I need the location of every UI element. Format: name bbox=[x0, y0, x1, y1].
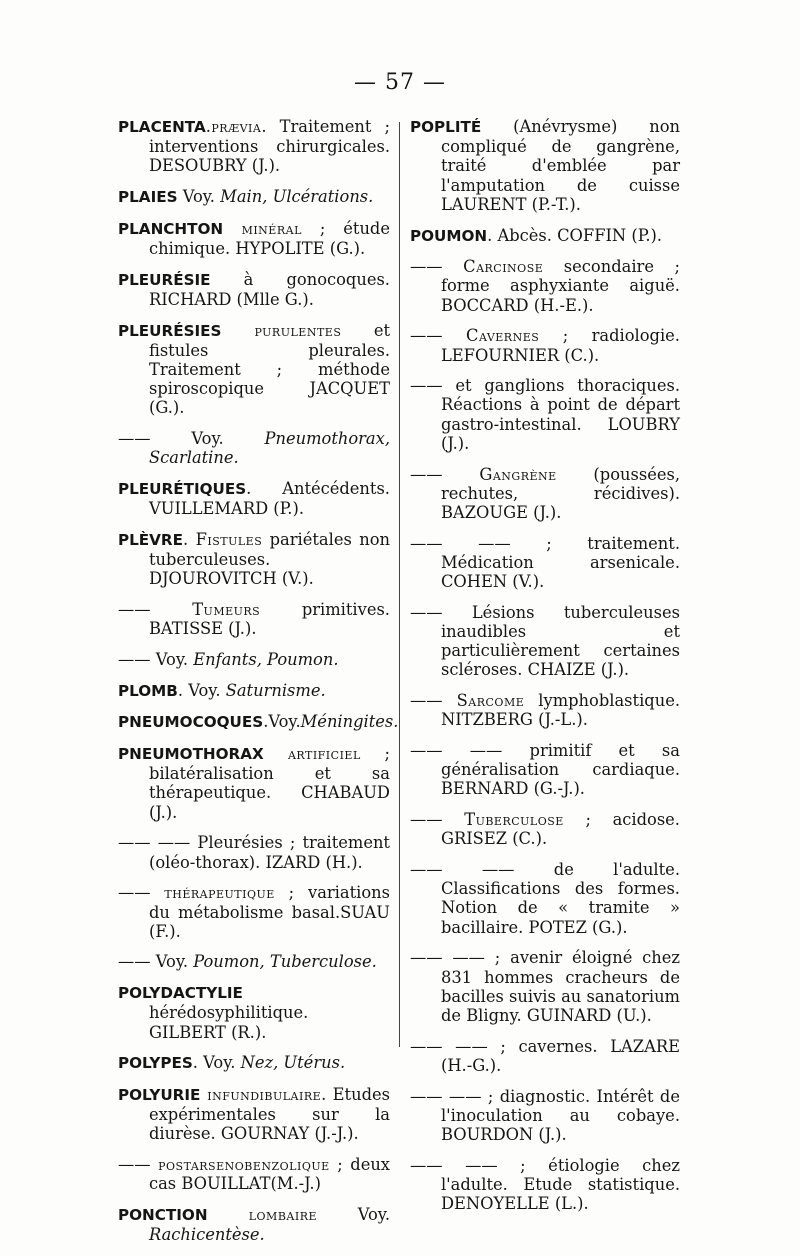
entry-headword: POPLITÉ bbox=[410, 118, 482, 136]
entry-text: . Abcès. COFFIN (P.). bbox=[487, 225, 663, 245]
entry-subterm: Carcinose bbox=[463, 257, 544, 277]
entry-text: Voy. bbox=[317, 1204, 390, 1224]
entry-headword: POLYDACTYLIE bbox=[118, 984, 243, 1003]
entry-headword: PLÈVRE bbox=[118, 530, 184, 549]
index-entry bbox=[410, 741, 680, 799]
entry-headword: PLEURÉSIES bbox=[118, 321, 222, 340]
entry-crossref: Main, Ulcérations. bbox=[220, 187, 374, 207]
entry-headword: PLEURÉSIE bbox=[118, 270, 211, 289]
entry-text: hérédosyphilitique. GILBERT (R.). bbox=[148, 1003, 309, 1042]
entry-text: . Antécédents. VUILLEMARD (P.). bbox=[148, 479, 390, 519]
entry-crossref: Enfants, Poumon. bbox=[193, 649, 339, 669]
entry-crossref: Rachicentèse. bbox=[148, 1225, 265, 1245]
entry-text: . bbox=[183, 529, 196, 549]
entry-dash: —— —— bbox=[410, 948, 495, 968]
entry-subterm: Fistules bbox=[195, 529, 263, 549]
index-entry bbox=[118, 833, 390, 871]
entry-text: Voy. bbox=[191, 429, 265, 449]
index-entry bbox=[118, 270, 390, 309]
index-entry bbox=[410, 691, 680, 729]
entry-subterm: purulentes bbox=[221, 320, 342, 340]
entry-dash: —— bbox=[410, 602, 472, 622]
index-entry bbox=[118, 650, 390, 669]
entry-text: Lésions tuberculeuses inaudibles et particulièrement certaines scléroses. CHAIZE (J.). bbox=[440, 602, 680, 680]
entry-headword: POLYURIE bbox=[118, 1085, 201, 1104]
entry-subterm: thérapeutique bbox=[164, 883, 275, 903]
entry-text: . Etudes expérimentales sur la diurèse. GOURNAY (J.-J.). bbox=[148, 1084, 390, 1144]
entry-dash: —— —— bbox=[118, 833, 198, 853]
entry-subterm: artificiel bbox=[263, 744, 361, 764]
entry-dash: —— bbox=[410, 691, 457, 711]
entry-text: ; variations du métabolisme basal.SUAU (F.). bbox=[148, 883, 390, 941]
entry-text: ; étiologie chez l'adulte. Etude statistique. DENOYELLE (L.). bbox=[440, 1155, 680, 1214]
index-entry bbox=[118, 712, 399, 732]
entry-subterm: Tumeurs bbox=[192, 600, 261, 620]
index-entry bbox=[410, 117, 680, 214]
entry-headword: PNEUMOTHORAX bbox=[118, 745, 264, 764]
entry-headword: PLEURÉTIQUES bbox=[118, 480, 247, 499]
entry-subterm: Gangrène bbox=[479, 464, 557, 484]
entry-text: ; radiologie. LEFOURNIER (C.). bbox=[440, 326, 680, 365]
entry-subterm: Sarcome bbox=[456, 691, 525, 711]
index-entry bbox=[410, 810, 680, 848]
entry-crossref: Méningites. bbox=[300, 712, 399, 732]
entry-text: . Traitement ; interventions chirurgicales. DESOUBRY (J.). bbox=[148, 117, 390, 176]
entry-crossref: Pneumothorax, Scarlatine. bbox=[148, 429, 390, 468]
entry-headword: PLAIES bbox=[118, 188, 178, 207]
entry-dash: —— bbox=[118, 649, 156, 669]
left-column bbox=[118, 117, 399, 1256]
index-entry bbox=[410, 948, 680, 1025]
entry-text: lymphoblastique. NITZBERG (J.-L.). bbox=[440, 691, 680, 730]
index-entry bbox=[118, 429, 390, 467]
entry-crossref: Nez, Utérus. bbox=[240, 1053, 346, 1073]
index-entry bbox=[410, 376, 680, 453]
index-entry bbox=[118, 219, 390, 258]
entry-text: Voy. bbox=[155, 649, 194, 669]
index-entry bbox=[118, 744, 390, 822]
entry-dash: —— bbox=[410, 326, 466, 346]
entry-headword: PNEUMOCOQUES bbox=[118, 713, 264, 732]
entry-text: . Voy. bbox=[177, 680, 226, 700]
index-entry bbox=[410, 226, 680, 246]
entry-text: ; avenir éloigné chez 831 hommes cracheurs de bacilles suivis au sanatorium de Bligny. GUINARD (U.). bbox=[440, 948, 680, 1025]
index-entry bbox=[118, 1053, 390, 1073]
entry-text: ; cavernes. LAZARE (H.-G.). bbox=[440, 1036, 680, 1075]
entry-dash: —— —— bbox=[410, 533, 547, 553]
entry-text: (Anévrysme) non compliqué de gangrène, traité d'emblée par l'amputation de cuisse LAURENT (P.-T.). bbox=[440, 117, 680, 214]
entry-text: ; acidose. GRISEZ (C.). bbox=[440, 810, 680, 849]
entry-text: secondaire ; forme asphyxiante aiguë. BOCCARD (H.-E.). bbox=[440, 257, 680, 315]
entry-text: Pleurésies ; traitement (oléo-thorax). IZARD (H.). bbox=[148, 833, 390, 872]
entry-text: ; étude chimique. HYPOLITE (G.). bbox=[148, 218, 390, 259]
entry-text: de l'adulte. Classifications des formes. Notion de « tramite » bacillaire. POTEZ (G.). bbox=[440, 860, 680, 937]
entry-dash: —— —— bbox=[410, 1036, 501, 1056]
index-entry bbox=[118, 952, 390, 971]
index-entry bbox=[118, 883, 390, 941]
entry-subterm: minéral bbox=[223, 218, 302, 238]
entry-dash: —— —— bbox=[410, 1086, 488, 1106]
index-entry bbox=[410, 534, 680, 592]
entry-dash: —— bbox=[118, 952, 156, 972]
index-entry bbox=[118, 600, 390, 638]
entry-text: Voy. bbox=[155, 952, 194, 972]
entry-headword: PLANCHTON bbox=[118, 219, 224, 238]
entry-subterm: Cavernes bbox=[465, 326, 540, 346]
entry-dash: —— —— bbox=[410, 1155, 521, 1175]
index-entry bbox=[118, 479, 390, 518]
entry-text: et fistules pleurales. Traitement ; méthode spiroscopique JACQUET (G.). bbox=[148, 320, 390, 418]
index-entry bbox=[410, 860, 680, 937]
index-entry bbox=[410, 465, 680, 523]
entry-dash: —— bbox=[118, 600, 193, 620]
entry-crossref: Poumon, Tuberculose. bbox=[193, 952, 377, 972]
index-entry bbox=[410, 257, 680, 315]
entry-text: pariétales non tuberculeuses. DJOUROVITCH (V.). bbox=[148, 529, 391, 589]
entry-text: Voy. bbox=[177, 187, 221, 207]
entry-text: et ganglions thoraciques. Réactions à point de départ gastro-intestinal. LOUBRY (J.). bbox=[440, 376, 680, 453]
entry-text: .Voy. bbox=[263, 712, 301, 732]
index-entry bbox=[118, 1085, 390, 1144]
entry-text: ; bilatéralisation et sa thérapeutique. CHABAUD (J.). bbox=[148, 744, 390, 822]
entry-dash: —— bbox=[410, 257, 464, 277]
index-entry bbox=[410, 1037, 680, 1075]
entry-subterm: .prævia bbox=[205, 117, 262, 136]
entry-headword: POUMON bbox=[410, 226, 488, 245]
index-entry bbox=[118, 187, 390, 207]
index-entry bbox=[410, 1087, 680, 1145]
entry-headword: PLOMB bbox=[118, 681, 178, 700]
entry-headword: PLACENTA bbox=[118, 118, 206, 136]
index-entry bbox=[118, 1155, 390, 1193]
index-entry bbox=[410, 326, 680, 364]
entry-text: à gonocoques. RICHARD (Mlle G.). bbox=[148, 269, 390, 309]
entry-dash: —— bbox=[410, 376, 456, 396]
index-entry bbox=[410, 1156, 680, 1214]
entry-subterm: postarsenobenzolique bbox=[158, 1155, 330, 1175]
index-entry bbox=[118, 983, 390, 1042]
entry-dash: —— bbox=[410, 464, 480, 484]
entry-headword: POLYPES bbox=[118, 1054, 193, 1073]
entry-text: (poussées, rechutes, récidives). BAZOUGE (J.). bbox=[440, 464, 680, 522]
index-entry bbox=[118, 117, 390, 176]
index-entry bbox=[118, 681, 390, 701]
entry-dash: —— bbox=[118, 883, 165, 903]
entry-dash: —— —— bbox=[410, 860, 554, 879]
entry-dash: —— bbox=[410, 810, 465, 830]
entry-headword: PONCTION bbox=[118, 1205, 208, 1224]
index-entry bbox=[118, 321, 390, 418]
entry-text: . Voy. bbox=[192, 1053, 241, 1073]
column-divider bbox=[399, 122, 400, 1047]
entry-subterm: Tuberculose bbox=[464, 810, 564, 830]
entry-text: ; deux cas BOUILLAT(M.-J.) bbox=[148, 1155, 390, 1194]
index-entry bbox=[118, 1205, 390, 1244]
entry-text: primitives. BATISSE (J.). bbox=[148, 600, 390, 639]
entry-dash: —— bbox=[118, 429, 192, 449]
entry-text: primitif et sa généralisation cardiaque. BERNARD (G.-J.). bbox=[440, 740, 680, 799]
page-number: — 57 — bbox=[354, 70, 446, 95]
entry-subterm: infundibulaire bbox=[200, 1084, 322, 1104]
right-column bbox=[410, 117, 680, 1225]
entry-subterm: lombaire bbox=[207, 1204, 318, 1224]
entry-dash: —— bbox=[118, 1155, 159, 1175]
entry-crossref: Saturnisme. bbox=[225, 680, 326, 700]
entry-text: ; diagnostic. Intérêt de l'inoculation au cobaye. BOURDON (J.). bbox=[440, 1086, 680, 1144]
entry-dash: —— —— bbox=[410, 740, 530, 760]
index-entry bbox=[118, 530, 390, 589]
entry-text: ; traitement. Médication arsenicale. COHEN (V.). bbox=[440, 533, 680, 592]
index-entry bbox=[410, 603, 680, 680]
